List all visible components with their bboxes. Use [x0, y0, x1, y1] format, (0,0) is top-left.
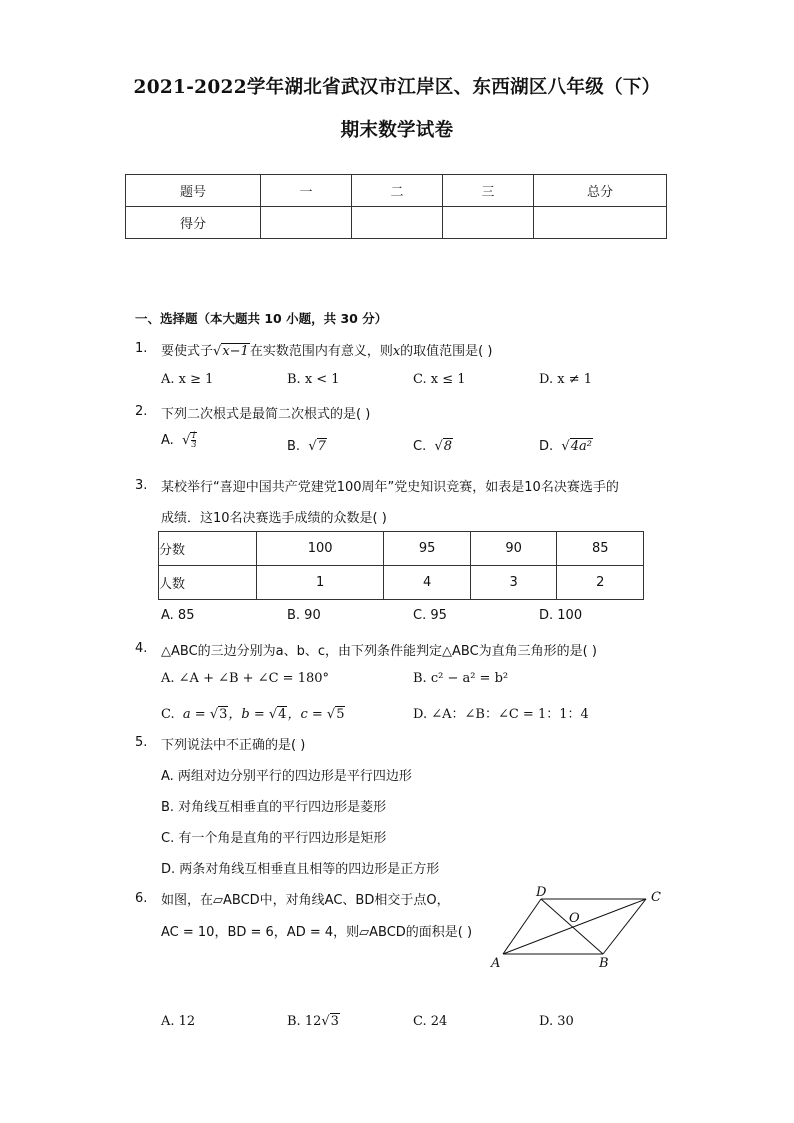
- sqrt-expression: √3: [209, 707, 228, 722]
- vertex-label-a: A: [491, 956, 501, 971]
- table-row: [159, 566, 644, 600]
- question-number: 5.: [135, 735, 148, 750]
- option-text: B. 12: [287, 1014, 322, 1029]
- q2-option-d[interactable]: [539, 439, 593, 454]
- radicand: 4: [278, 707, 287, 722]
- question-6-stem-line1: 如图，在▱ABCD中，对角线AC、BD相交于点O，: [161, 893, 450, 908]
- q4-option-c[interactable]: [161, 703, 345, 722]
- question-number: 6.: [135, 891, 148, 906]
- q6-option-b[interactable]: [287, 1014, 340, 1029]
- sqrt-expression: √4a²: [561, 439, 592, 454]
- section-heading-choice: 一、选择题（本大题共 10 小题，共 30 分）: [135, 311, 388, 326]
- q5-option-c[interactable]: C. 有一个角是直角的平行四边形是矩形: [161, 831, 387, 846]
- q3-option-c[interactable]: C. 95: [413, 608, 447, 623]
- q2-option-a[interactable]: [161, 432, 197, 449]
- math-text: ，b =: [228, 707, 269, 722]
- score-cell[interactable]: [534, 207, 667, 239]
- q5-option-d[interactable]: D. 两条对角线互相垂直且相等的四边形是正方形: [161, 862, 440, 877]
- q1-option-c[interactable]: C. x ≤ 1: [413, 372, 466, 387]
- question-number: 3.: [135, 478, 148, 493]
- option-letter: A.: [161, 433, 174, 448]
- q6-option-c[interactable]: C. 24: [413, 1014, 448, 1029]
- sqrt-expression: √3: [321, 1014, 339, 1029]
- table-cell: 1: [257, 566, 384, 600]
- option-letter: B.: [287, 439, 301, 454]
- sqrt-expression: √5: [326, 707, 345, 722]
- q3-score-table: [158, 531, 644, 600]
- radicand: x−1: [222, 344, 249, 359]
- math-text: a =: [182, 707, 210, 722]
- option-letter: D.: [539, 439, 554, 454]
- sqrt-expression: √8: [434, 439, 453, 454]
- table-cell: 分数: [159, 532, 257, 566]
- score-cell[interactable]: [352, 207, 443, 239]
- radicand: 8: [443, 439, 453, 454]
- table-cell: 95: [384, 532, 471, 566]
- sqrt-expression: √x−1: [213, 344, 249, 359]
- q6-option-a[interactable]: A. 12: [161, 1014, 196, 1029]
- q4-option-b[interactable]: B. c² − a² = b²: [413, 671, 509, 686]
- q6-option-d[interactable]: D. 30: [539, 1014, 574, 1029]
- sqrt-fraction: √ $\frac{1}{3}$: [182, 431, 197, 449]
- math-text: ，c =: [287, 707, 327, 722]
- question-1-stem: [161, 340, 492, 359]
- q5-option-b[interactable]: B. 对角线互相垂直的平行四边形是菱形: [161, 800, 387, 815]
- score-table-header-row: [126, 175, 667, 207]
- table-cell: 90: [470, 532, 557, 566]
- q2-option-b[interactable]: [287, 439, 327, 454]
- score-cell[interactable]: [261, 207, 352, 239]
- q4-option-d[interactable]: D. ∠A：∠B：∠C = 1：1：4: [413, 707, 589, 722]
- radicand: 5: [336, 707, 345, 722]
- table-cell: 人数: [159, 566, 257, 600]
- q1-var: x: [392, 344, 401, 359]
- q4-option-a[interactable]: A. ∠A + ∠B + ∠C = 180°: [161, 671, 330, 686]
- score-table: [125, 174, 667, 239]
- score-table-score-row: [126, 207, 667, 239]
- table-cell: 100: [257, 532, 384, 566]
- option-letter: C.: [413, 439, 427, 454]
- question-2-stem: 下列二次根式是最简二次根式的是( ): [161, 407, 371, 422]
- q3-option-a[interactable]: A. 85: [161, 608, 195, 623]
- side-da: [503, 899, 541, 954]
- exam-title-line1: 2021-2022学年湖北省武汉市江岸区、东西湖区八年级（下）: [133, 77, 661, 98]
- vertex-label-c: C: [651, 890, 661, 905]
- parallelogram-figure: [485, 882, 670, 972]
- radicand: 3: [330, 1014, 339, 1029]
- score-row-label: 得分: [126, 207, 261, 239]
- sqrt-expression: √4: [268, 707, 287, 722]
- table-cell: 3: [470, 566, 557, 600]
- question-4-stem: △ABC的三边分别为a、b、c，由下列条件能判定△ABC为直角三角形的是( ): [161, 644, 597, 659]
- table-cell: 4: [384, 566, 471, 600]
- q1-text-post: 的取值范围是( ): [400, 344, 493, 359]
- score-header-cell: 三: [443, 175, 534, 207]
- q1-option-d[interactable]: D. x ≠ 1: [539, 372, 592, 387]
- vertex-label-d: D: [536, 885, 547, 900]
- question-3-stem-line2: 成绩．这10名决赛选手成绩的众数是( ): [161, 511, 387, 526]
- q3-option-d[interactable]: D. 100: [539, 608, 583, 623]
- fraction-denominator: 3: [191, 440, 197, 449]
- vertex-label-b: B: [599, 956, 609, 971]
- q1-option-b[interactable]: B. x < 1: [287, 372, 340, 387]
- q1-option-a[interactable]: A. x ≥ 1: [161, 372, 214, 387]
- score-header-cell: 总分: [534, 175, 667, 207]
- diagonal-bd: [541, 899, 603, 954]
- table-cell: 85: [557, 532, 644, 566]
- center-label-o: O: [569, 911, 580, 926]
- question-number: 4.: [135, 641, 148, 656]
- table-cell: 2: [557, 566, 644, 600]
- score-cell[interactable]: [443, 207, 534, 239]
- q3-option-b[interactable]: B. 90: [287, 608, 321, 623]
- question-6-stem-line2: AC = 10，BD = 6，AD = 4，则▱ABCD的面积是( ): [161, 925, 473, 940]
- q1-text-mid: 在实数范围内有意义，则: [249, 344, 393, 359]
- q1-text-pre: 要使式子: [161, 344, 214, 359]
- score-header-cell: 题号: [126, 175, 261, 207]
- exam-title-line2: 期末数学试卷: [340, 120, 454, 141]
- option-letter: C.: [161, 707, 175, 722]
- question-5-stem: 下列说法中不正确的是( ): [161, 738, 306, 753]
- q5-option-a[interactable]: A. 两组对边分别平行的四边形是平行四边形: [161, 769, 412, 784]
- q2-option-c[interactable]: [413, 439, 453, 454]
- radicand: 7: [317, 439, 326, 454]
- question-number: 2.: [135, 404, 148, 419]
- question-number: 1.: [135, 341, 148, 356]
- radicand: 4a²: [570, 439, 592, 454]
- question-3-stem-line1: 某校举行“喜迎中国共产党建党100周年”党史知识竞赛，如表是10名决赛选手的: [161, 480, 619, 495]
- score-header-cell: 二: [352, 175, 443, 207]
- fraction-numerator: 1: [191, 431, 197, 440]
- table-row: [159, 532, 644, 566]
- radicand: 3: [219, 707, 228, 722]
- sqrt-expression: √7: [308, 439, 326, 454]
- score-header-cell: 一: [261, 175, 352, 207]
